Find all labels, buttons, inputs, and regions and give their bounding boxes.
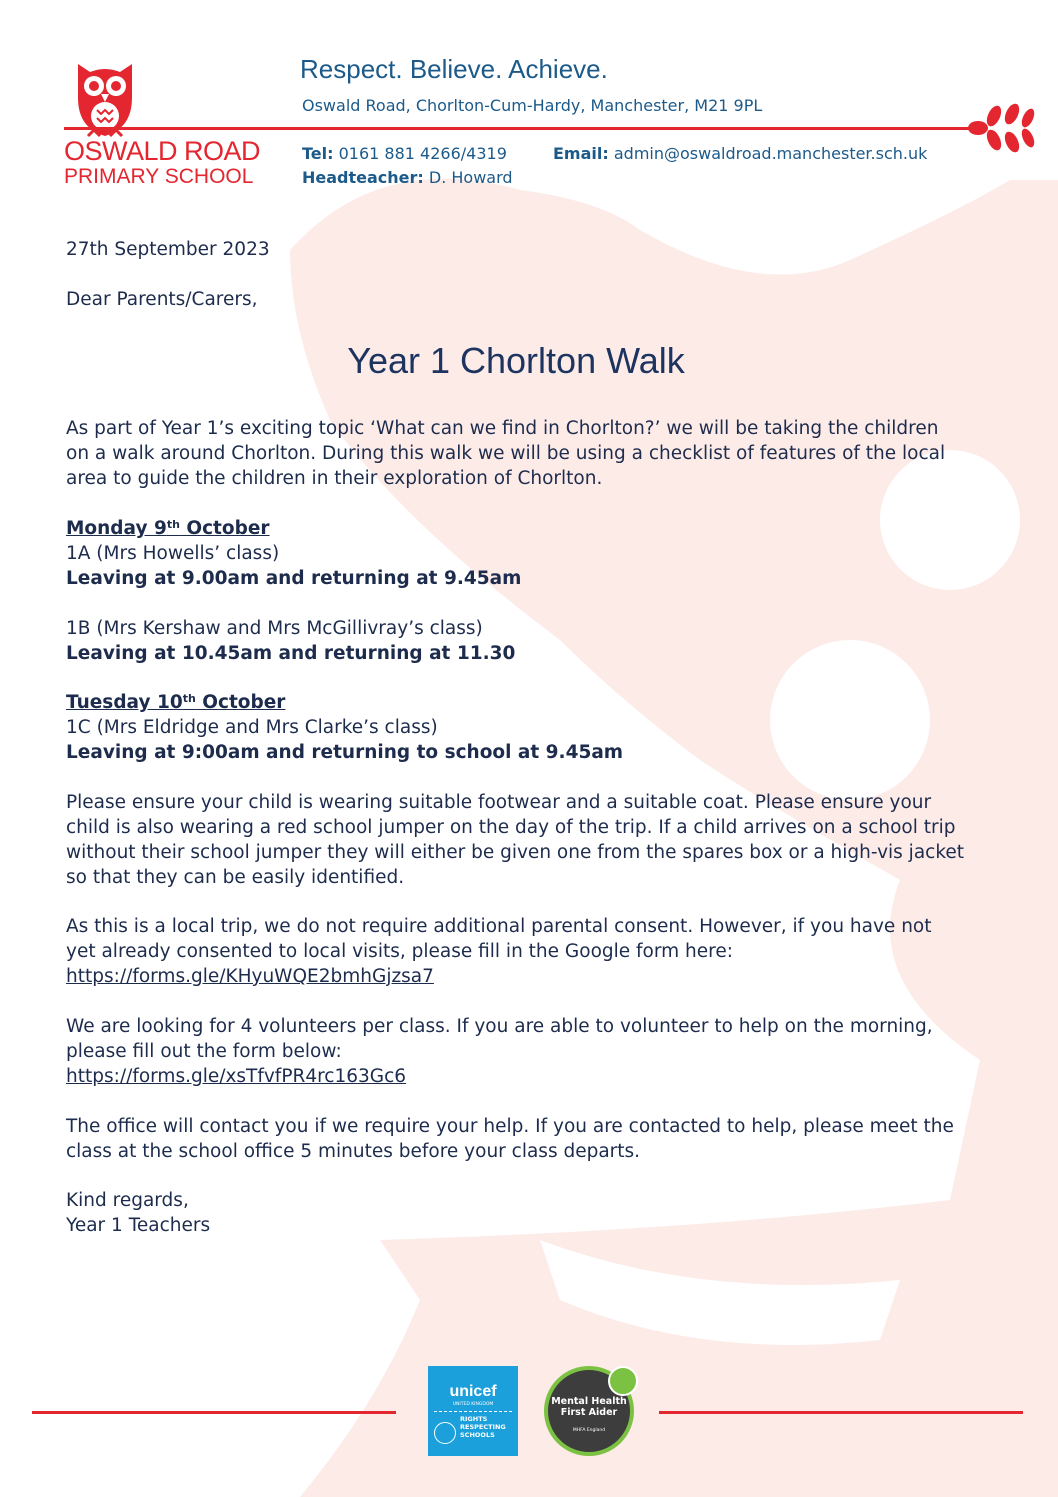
clothing-paragraph: Please ensure your child is wearing suitable footwear and a suitable coat. Please ensure your child is also wearing a red school jumper on the day of the trip. If a child arrives on a school trip without their school jumper they will either be given one from the spares box or a high-vis jacket so that they can be easily identified.	[66, 792, 965, 888]
unicef-rights-respecting-badge	[428, 1366, 518, 1456]
tuesday-heading: Tuesday 10th October	[66, 692, 286, 713]
laurel-icon	[968, 100, 1036, 156]
office-paragraph: The office will contact you if we require your help. If you are contacted to help, please meet the class at the school office 5 minutes before your class departs.	[66, 1116, 954, 1162]
consent-paragraph	[66, 914, 966, 989]
class-1c: 1C (Mrs Eldridge and Mrs Clarke’s class)	[66, 717, 438, 738]
school-motto: Respect. Believe. Achieve.	[300, 54, 608, 84]
letter-salutation: Dear Parents/Carers,	[66, 289, 258, 310]
email-value: admin@oswaldroad.manchester.sch.uk	[608, 144, 928, 163]
volunteers-text: We are looking for 4 volunteers per class. If you are able to volunteer to help on the morning, please fill out the form below:	[66, 1016, 933, 1062]
contact-headteacher	[302, 168, 513, 187]
tel-value: 0161 881 4266/4319	[333, 144, 507, 163]
email-label: Email:	[553, 144, 609, 163]
time-1b: Leaving at 10.45am and returning at 11.30	[66, 643, 516, 664]
letter-title: Year 1 Chorlton Walk	[347, 340, 685, 381]
monday-schedule	[66, 516, 521, 591]
footer-divider-left	[32, 1411, 396, 1414]
class-1a: 1A (Mrs Howells’ class)	[66, 543, 280, 564]
unicef-wordmark: unicef	[449, 1383, 497, 1400]
school-address: Oswald Road, Chorlton-Cum-Hardy, Manchester, M21 9PL	[302, 96, 763, 115]
rights-respecting-label: RIGHTS RESPECTING SCHOOLS	[460, 1415, 506, 1439]
letter-date: 27th September 2023	[66, 239, 270, 260]
time-1a: Leaving at 9.00am and returning at 9.45am	[66, 568, 522, 589]
class-1b: 1B (Mrs Kershaw and Mrs McGillivray’s class)	[66, 618, 483, 639]
closing: Kind regards,	[66, 1190, 189, 1211]
school-name	[64, 138, 260, 187]
headteacher-label: Headteacher:	[302, 168, 424, 187]
signoff	[66, 1188, 210, 1238]
headteacher-value: D. Howard	[423, 168, 513, 187]
unicef-subtitle: UNITED KINGDOM	[452, 1402, 494, 1407]
header-divider	[64, 127, 979, 130]
mental-health-first-aider-badge	[544, 1366, 634, 1456]
contact-email	[553, 144, 927, 163]
school-name-line1: OSWALD ROAD	[64, 136, 261, 166]
tuesday-schedule	[66, 690, 623, 765]
consent-text: As this is a local trip, we do not require additional parental consent. However, if you have not yet already consented to local visits, please fill in the Google form here:	[66, 916, 932, 962]
mhfa-title: Mental Health First Aider	[551, 1396, 627, 1418]
school-name-line2: PRIMARY SCHOOL	[64, 165, 254, 188]
intro-paragraph: As part of Year 1’s exciting topic ‘What can we find in Chorlton?’ we will be taking the children on a walk around Chorlton. During this walk we will be using a checklist of features of the local area to guide the children in their exploration of Chorlton.	[66, 418, 946, 489]
footer-divider-right	[659, 1411, 1023, 1414]
volunteers-paragraph	[66, 1014, 966, 1089]
monday-heading: Monday 9th October	[66, 518, 270, 539]
volunteers-form-link[interactable]: https://forms.gle/xsTfvfPR4rc163Gc6	[66, 1066, 407, 1087]
globe-icon	[434, 1422, 456, 1444]
mhfa-subtitle: MHFA England	[572, 1428, 606, 1433]
signature: Year 1 Teachers	[66, 1215, 211, 1236]
consent-form-link[interactable]: https://forms.gle/KHyuWQE2bmhGjzsa7	[66, 966, 434, 987]
time-1c: Leaving at 9:00am and returning to school at 9.45am	[66, 742, 624, 763]
speech-bubble-icon	[608, 1366, 638, 1396]
unicef-divider	[434, 1411, 512, 1412]
class-1b-schedule	[66, 616, 515, 666]
contact-telephone	[302, 144, 507, 163]
tel-label: Tel:	[302, 144, 334, 163]
